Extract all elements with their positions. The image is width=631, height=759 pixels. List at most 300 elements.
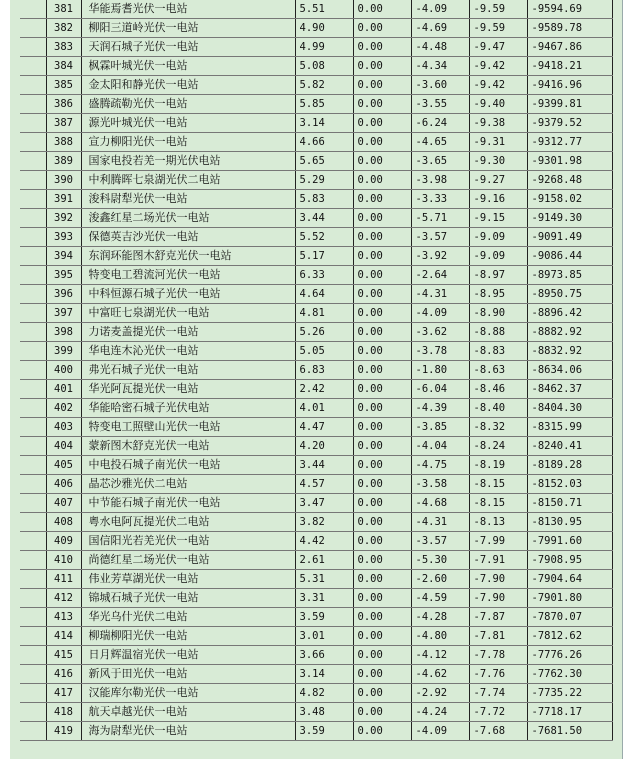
row-index-cell[interactable]: 407 [46,494,81,513]
row-index-cell[interactable]: 391 [46,190,81,209]
row-index-cell[interactable]: 382 [46,19,81,38]
table-row [20,247,612,266]
value-a-cell[interactable]: 3.59 [295,722,353,741]
station-name-cell[interactable]: 源光叶城光伏一电站 [81,114,295,133]
table-row [20,532,612,551]
row-indent-cell [20,76,46,95]
row-indent-cell [20,342,46,361]
value-c-cell[interactable]: -4.80 [411,627,469,646]
value-c-cell[interactable]: -3.58 [411,475,469,494]
station-name-cell[interactable]: 东润环能图木舒克光伏一电站 [81,247,295,266]
value-d-cell[interactable]: -8.13 [469,513,527,532]
value-a-cell[interactable]: 4.81 [295,304,353,323]
station-name-cell[interactable]: 华能哈密石城子光伏电站 [81,399,295,418]
value-b-cell[interactable]: 0.00 [353,589,411,608]
row-index-cell[interactable]: 418 [46,703,81,722]
value-a-cell[interactable]: 5.05 [295,342,353,361]
value-d-cell[interactable]: -8.95 [469,285,527,304]
row-index-cell[interactable]: 388 [46,133,81,152]
value-d-cell[interactable]: -8.15 [469,494,527,513]
station-name-cell[interactable]: 伟业芳草湖光伏一电站 [81,570,295,589]
value-b-cell[interactable]: 0.00 [353,342,411,361]
value-a-cell[interactable]: 5.85 [295,95,353,114]
value-a-cell[interactable]: 3.47 [295,494,353,513]
value-c-cell[interactable]: -4.24 [411,703,469,722]
value-b-cell[interactable]: 0.00 [353,152,411,171]
row-index-cell[interactable]: 415 [46,646,81,665]
value-d-cell[interactable]: -7.91 [469,551,527,570]
value-c-cell[interactable]: -3.55 [411,95,469,114]
value-c-cell[interactable]: -4.68 [411,494,469,513]
value-a-cell[interactable]: 4.42 [295,532,353,551]
station-name-cell[interactable]: 蒙新图木舒克光伏一电站 [81,437,295,456]
row-index-cell[interactable]: 412 [46,589,81,608]
row-index-cell[interactable]: 384 [46,57,81,76]
table-row [20,285,612,304]
station-name-cell[interactable]: 天润石城子光伏一电站 [81,38,295,57]
row-index-cell[interactable]: 392 [46,209,81,228]
value-a-cell[interactable]: 3.59 [295,608,353,627]
value-e-cell[interactable]: -8150.71 [527,494,612,513]
row-index-cell[interactable]: 397 [46,304,81,323]
value-a-cell[interactable]: 5.83 [295,190,353,209]
station-name-cell[interactable]: 华电连木沁光伏一电站 [81,342,295,361]
value-e-cell[interactable]: -8882.92 [527,323,612,342]
value-a-cell[interactable]: 2.61 [295,551,353,570]
row-indent-cell [20,57,46,76]
value-c-cell[interactable]: -3.57 [411,532,469,551]
value-d-cell[interactable]: -7.87 [469,608,527,627]
value-d-cell[interactable]: -8.19 [469,456,527,475]
row-index-cell[interactable]: 394 [46,247,81,266]
value-c-cell[interactable]: -4.69 [411,19,469,38]
value-a-cell[interactable]: 6.83 [295,361,353,380]
value-c-cell[interactable]: -3.98 [411,171,469,190]
value-d-cell[interactable]: -7.68 [469,722,527,741]
value-a-cell[interactable]: 6.33 [295,266,353,285]
value-c-cell[interactable]: -4.04 [411,437,469,456]
value-d-cell[interactable]: -9.47 [469,38,527,57]
station-name-cell[interactable]: 日月辉温宿光伏一电站 [81,646,295,665]
value-c-cell[interactable]: -5.71 [411,209,469,228]
value-d-cell[interactable]: -9.40 [469,95,527,114]
row-index-cell[interactable]: 402 [46,399,81,418]
value-c-cell[interactable]: -4.09 [411,722,469,741]
row-indent-cell [20,418,46,437]
value-c-cell[interactable]: -3.60 [411,76,469,95]
value-c-cell[interactable]: -3.62 [411,323,469,342]
value-b-cell[interactable]: 0.00 [353,380,411,399]
value-c-cell[interactable]: -4.31 [411,513,469,532]
row-indent-cell [20,285,46,304]
value-b-cell[interactable]: 0.00 [353,570,411,589]
value-d-cell[interactable]: -9.59 [469,19,527,38]
value-b-cell[interactable]: 0.00 [353,285,411,304]
value-c-cell[interactable]: -4.65 [411,133,469,152]
value-c-cell[interactable]: -3.78 [411,342,469,361]
value-a-cell[interactable]: 5.65 [295,152,353,171]
station-name-cell[interactable]: 尚德红星二场光伏一电站 [81,551,295,570]
value-b-cell[interactable]: 0.00 [353,418,411,437]
value-d-cell[interactable]: -7.81 [469,627,527,646]
value-b-cell[interactable]: 0.00 [353,76,411,95]
value-b-cell[interactable]: 0.00 [353,684,411,703]
value-e-cell[interactable]: -8462.37 [527,380,612,399]
value-d-cell[interactable]: -7.99 [469,532,527,551]
station-name-cell[interactable]: 枫霖叶城光伏一电站 [81,57,295,76]
value-c-cell[interactable]: -2.92 [411,684,469,703]
row-indent-cell [20,646,46,665]
value-e-cell[interactable]: -8189.28 [527,456,612,475]
station-name-cell[interactable]: 盛腾疏勒光伏一电站 [81,95,295,114]
value-a-cell[interactable]: 3.66 [295,646,353,665]
value-e-cell[interactable]: -7762.30 [527,665,612,684]
value-a-cell[interactable]: 4.57 [295,475,353,494]
value-d-cell[interactable]: -9.15 [469,209,527,228]
value-d-cell[interactable]: -9.30 [469,152,527,171]
station-name-cell[interactable]: 中利腾晖七泉湖光伏二电站 [81,171,295,190]
row-indent-cell [20,494,46,513]
row-indent-cell [20,209,46,228]
value-c-cell[interactable]: -2.60 [411,570,469,589]
row-index-cell[interactable]: 400 [46,361,81,380]
value-b-cell[interactable]: 0.00 [353,323,411,342]
station-name-cell[interactable]: 航天卓越光伏一电站 [81,703,295,722]
value-d-cell[interactable]: -7.74 [469,684,527,703]
value-b-cell[interactable]: 0.00 [353,532,411,551]
value-d-cell[interactable]: -9.09 [469,228,527,247]
value-b-cell[interactable]: 0.00 [353,95,411,114]
row-index-cell[interactable]: 406 [46,475,81,494]
value-d-cell[interactable]: -7.72 [469,703,527,722]
value-e-cell[interactable]: -9594.69 [527,0,612,19]
value-e-cell[interactable]: -7908.95 [527,551,612,570]
value-e-cell[interactable]: -8315.99 [527,418,612,437]
value-b-cell[interactable]: 0.00 [353,475,411,494]
row-index-cell[interactable]: 395 [46,266,81,285]
value-d-cell[interactable]: -8.90 [469,304,527,323]
value-e-cell[interactable]: -9086.44 [527,247,612,266]
row-index-cell[interactable]: 381 [46,0,81,19]
value-b-cell[interactable]: 0.00 [353,19,411,38]
value-b-cell[interactable]: 0.00 [353,665,411,684]
value-e-cell[interactable]: -7812.62 [527,627,612,646]
value-e-cell[interactable]: -9399.81 [527,95,612,114]
value-c-cell[interactable]: -3.92 [411,247,469,266]
station-name-cell[interactable]: 华能焉耆光伏一电站 [81,0,295,19]
station-name-cell[interactable]: 中节能石城子南光伏一电站 [81,494,295,513]
row-index-cell[interactable]: 390 [46,171,81,190]
value-b-cell[interactable]: 0.00 [353,399,411,418]
value-b-cell[interactable]: 0.00 [353,361,411,380]
value-c-cell[interactable]: -6.04 [411,380,469,399]
value-a-cell[interactable]: 3.44 [295,456,353,475]
value-c-cell[interactable]: -3.33 [411,190,469,209]
value-b-cell[interactable]: 0.00 [353,190,411,209]
value-a-cell[interactable]: 3.82 [295,513,353,532]
value-a-cell[interactable]: 3.31 [295,589,353,608]
value-d-cell[interactable]: -8.40 [469,399,527,418]
row-index-cell[interactable]: 399 [46,342,81,361]
value-a-cell[interactable]: 3.14 [295,114,353,133]
value-d-cell[interactable]: -7.90 [469,589,527,608]
value-e-cell[interactable]: -9467.86 [527,38,612,57]
value-b-cell[interactable]: 0.00 [353,114,411,133]
value-a-cell[interactable]: 3.14 [295,665,353,684]
value-a-cell[interactable]: 5.51 [295,0,353,19]
row-index-cell[interactable]: 405 [46,456,81,475]
station-name-cell[interactable]: 华光阿瓦提光伏一电站 [81,380,295,399]
station-name-cell[interactable]: 汉能库尔勒光伏一电站 [81,684,295,703]
station-name-cell[interactable]: 弗光石城子光伏一电站 [81,361,295,380]
value-a-cell[interactable]: 5.26 [295,323,353,342]
row-index-cell[interactable]: 410 [46,551,81,570]
table-row [20,304,612,323]
value-a-cell[interactable]: 5.29 [295,171,353,190]
value-b-cell[interactable]: 0.00 [353,209,411,228]
value-c-cell[interactable]: -1.80 [411,361,469,380]
value-c-cell[interactable]: -2.64 [411,266,469,285]
value-c-cell[interactable]: -4.28 [411,608,469,627]
row-index-cell[interactable]: 383 [46,38,81,57]
value-a-cell[interactable]: 4.82 [295,684,353,703]
value-c-cell[interactable]: -4.48 [411,38,469,57]
value-e-cell[interactable]: -8950.75 [527,285,612,304]
value-d-cell[interactable]: -8.97 [469,266,527,285]
row-index-cell[interactable]: 385 [46,76,81,95]
station-name-cell[interactable]: 力诺麦盖提光伏一电站 [81,323,295,342]
value-a-cell[interactable]: 4.20 [295,437,353,456]
station-name-cell[interactable]: 柳瑞柳阳光伏一电站 [81,627,295,646]
value-a-cell[interactable]: 5.08 [295,57,353,76]
value-c-cell[interactable]: -4.62 [411,665,469,684]
row-indent-cell [20,532,46,551]
value-b-cell[interactable]: 0.00 [353,0,411,19]
station-name-cell[interactable]: 特变电工照壁山光伏一电站 [81,418,295,437]
value-e-cell[interactable]: -7904.64 [527,570,612,589]
value-a-cell[interactable]: 4.90 [295,19,353,38]
value-a-cell[interactable]: 3.48 [295,703,353,722]
table-row [20,570,612,589]
station-name-cell[interactable]: 浚科尉犁光伏一电站 [81,190,295,209]
value-a-cell[interactable]: 5.17 [295,247,353,266]
value-c-cell[interactable]: -6.24 [411,114,469,133]
value-c-cell[interactable]: -3.57 [411,228,469,247]
value-e-cell[interactable]: -9589.78 [527,19,612,38]
row-index-cell[interactable]: 408 [46,513,81,532]
value-c-cell[interactable]: -5.30 [411,551,469,570]
station-name-cell[interactable]: 晶芯沙雅光伏二电站 [81,475,295,494]
value-b-cell[interactable]: 0.00 [353,38,411,57]
value-b-cell[interactable]: 0.00 [353,456,411,475]
table-row [20,437,612,456]
value-c-cell[interactable]: -3.65 [411,152,469,171]
row-index-cell[interactable]: 401 [46,380,81,399]
value-b-cell[interactable]: 0.00 [353,608,411,627]
value-d-cell[interactable]: -9.42 [469,76,527,95]
row-indent-cell [20,456,46,475]
value-d-cell[interactable]: -7.76 [469,665,527,684]
value-b-cell[interactable]: 0.00 [353,437,411,456]
station-name-cell[interactable]: 保德英吉沙光伏一电站 [81,228,295,247]
value-a-cell[interactable]: 5.31 [295,570,353,589]
value-a-cell[interactable]: 5.52 [295,228,353,247]
row-index-cell[interactable]: 393 [46,228,81,247]
value-b-cell[interactable]: 0.00 [353,703,411,722]
row-index-cell[interactable]: 386 [46,95,81,114]
row-index-cell[interactable]: 413 [46,608,81,627]
row-index-cell[interactable]: 398 [46,323,81,342]
value-b-cell[interactable]: 0.00 [353,266,411,285]
station-name-cell[interactable]: 华光乌什光伏二电站 [81,608,295,627]
station-name-cell[interactable]: 金太阳和静光伏一电站 [81,76,295,95]
value-d-cell[interactable]: -8.63 [469,361,527,380]
value-c-cell[interactable]: -4.12 [411,646,469,665]
value-b-cell[interactable]: 0.00 [353,551,411,570]
value-e-cell[interactable]: -9158.02 [527,190,612,209]
value-c-cell[interactable]: -4.39 [411,399,469,418]
value-c-cell[interactable]: -4.75 [411,456,469,475]
value-b-cell[interactable]: 0.00 [353,247,411,266]
value-e-cell[interactable]: -8130.95 [527,513,612,532]
value-e-cell[interactable]: -9379.52 [527,114,612,133]
station-name-cell[interactable]: 锦城石城子光伏一电站 [81,589,295,608]
value-e-cell[interactable]: -7718.17 [527,703,612,722]
row-indent-cell [20,247,46,266]
value-e-cell[interactable]: -9149.30 [527,209,612,228]
row-index-cell[interactable]: 404 [46,437,81,456]
row-index-cell[interactable]: 396 [46,285,81,304]
table-row [20,475,612,494]
value-e-cell[interactable]: -7870.07 [527,608,612,627]
value-b-cell[interactable]: 0.00 [353,722,411,741]
value-e-cell[interactable]: -7901.80 [527,589,612,608]
station-name-cell[interactable]: 国家电投若羌一期光伏电站 [81,152,295,171]
value-d-cell[interactable]: -8.24 [469,437,527,456]
station-name-cell[interactable]: 浚鑫红星二场光伏一电站 [81,209,295,228]
value-d-cell[interactable]: -9.09 [469,247,527,266]
value-a-cell[interactable]: 3.01 [295,627,353,646]
station-name-cell[interactable]: 国信阳光若羌光伏一电站 [81,532,295,551]
value-d-cell[interactable]: -9.16 [469,190,527,209]
table-row [20,608,612,627]
value-d-cell[interactable]: -7.90 [469,570,527,589]
table-row [20,418,612,437]
value-c-cell[interactable]: -4.09 [411,0,469,19]
value-d-cell[interactable]: -8.32 [469,418,527,437]
value-d-cell[interactable]: -7.78 [469,646,527,665]
row-index-cell[interactable]: 411 [46,570,81,589]
value-e-cell[interactable]: -9312.77 [527,133,612,152]
value-a-cell[interactable]: 3.44 [295,209,353,228]
value-a-cell[interactable]: 4.47 [295,418,353,437]
value-c-cell[interactable]: -4.34 [411,57,469,76]
station-name-cell[interactable]: 新风于田光伏一电站 [81,665,295,684]
station-name-cell[interactable]: 宣力柳阳光伏一电站 [81,133,295,152]
value-e-cell[interactable]: -7776.26 [527,646,612,665]
value-e-cell[interactable]: -8896.42 [527,304,612,323]
value-d-cell[interactable]: -9.38 [469,114,527,133]
table-row [20,703,612,722]
value-e-cell[interactable]: -8152.03 [527,475,612,494]
station-name-cell[interactable]: 海为尉犁光伏一电站 [81,722,295,741]
value-a-cell[interactable]: 4.66 [295,133,353,152]
value-c-cell[interactable]: -4.09 [411,304,469,323]
value-e-cell[interactable]: -8634.06 [527,361,612,380]
value-b-cell[interactable]: 0.00 [353,171,411,190]
scrollbar-track[interactable] [622,0,631,759]
value-d-cell[interactable]: -9.27 [469,171,527,190]
value-b-cell[interactable]: 0.00 [353,627,411,646]
value-b-cell[interactable]: 0.00 [353,646,411,665]
value-e-cell[interactable]: -9418.21 [527,57,612,76]
station-name-cell[interactable]: 特变电工碧流河光伏一电站 [81,266,295,285]
value-a-cell[interactable]: 4.99 [295,38,353,57]
value-e-cell[interactable]: -9301.98 [527,152,612,171]
value-a-cell[interactable]: 4.01 [295,399,353,418]
value-b-cell[interactable]: 0.00 [353,228,411,247]
value-b-cell[interactable]: 0.00 [353,494,411,513]
row-index-cell[interactable]: 419 [46,722,81,741]
value-d-cell[interactable]: -9.31 [469,133,527,152]
value-c-cell[interactable]: -3.85 [411,418,469,437]
value-e-cell[interactable]: -7681.50 [527,722,612,741]
value-c-cell[interactable]: -4.59 [411,589,469,608]
value-d-cell[interactable]: -8.88 [469,323,527,342]
value-d-cell[interactable]: -9.42 [469,57,527,76]
row-index-cell[interactable]: 389 [46,152,81,171]
value-e-cell[interactable]: -8973.85 [527,266,612,285]
table-row [20,361,612,380]
value-b-cell[interactable]: 0.00 [353,133,411,152]
table-row [20,266,612,285]
station-name-cell[interactable]: 中科恒源石城子光伏一电站 [81,285,295,304]
value-d-cell[interactable]: -9.59 [469,0,527,19]
value-c-cell[interactable]: -4.31 [411,285,469,304]
value-b-cell[interactable]: 0.00 [353,513,411,532]
value-e-cell[interactable]: -7735.22 [527,684,612,703]
value-a-cell[interactable]: 2.42 [295,380,353,399]
value-d-cell[interactable]: -8.46 [469,380,527,399]
value-d-cell[interactable]: -8.15 [469,475,527,494]
station-name-cell[interactable]: 柳阳三道岭光伏一电站 [81,19,295,38]
row-index-cell[interactable]: 387 [46,114,81,133]
value-d-cell[interactable]: -8.83 [469,342,527,361]
table-row [20,95,612,114]
value-e-cell[interactable]: -9416.96 [527,76,612,95]
value-a-cell[interactable]: 4.64 [295,285,353,304]
value-e-cell[interactable]: -8404.30 [527,399,612,418]
row-index-cell[interactable]: 403 [46,418,81,437]
station-name-cell[interactable]: 粤水电阿瓦提光伏二电站 [81,513,295,532]
row-index-cell[interactable]: 416 [46,665,81,684]
station-name-cell[interactable]: 中富旺七泉湖光伏一电站 [81,304,295,323]
table-row [20,152,612,171]
value-a-cell[interactable]: 5.82 [295,76,353,95]
value-e-cell[interactable]: -8240.41 [527,437,612,456]
value-e-cell[interactable]: -9091.49 [527,228,612,247]
value-e-cell[interactable]: -9268.48 [527,171,612,190]
row-index-cell[interactable]: 417 [46,684,81,703]
row-indent-cell [20,551,46,570]
row-index-cell[interactable]: 414 [46,627,81,646]
value-b-cell[interactable]: 0.00 [353,57,411,76]
value-b-cell[interactable]: 0.00 [353,304,411,323]
station-name-cell[interactable]: 中电投石城子南光伏一电站 [81,456,295,475]
row-index-cell[interactable]: 409 [46,532,81,551]
value-e-cell[interactable]: -7991.60 [527,532,612,551]
value-e-cell[interactable]: -8832.92 [527,342,612,361]
